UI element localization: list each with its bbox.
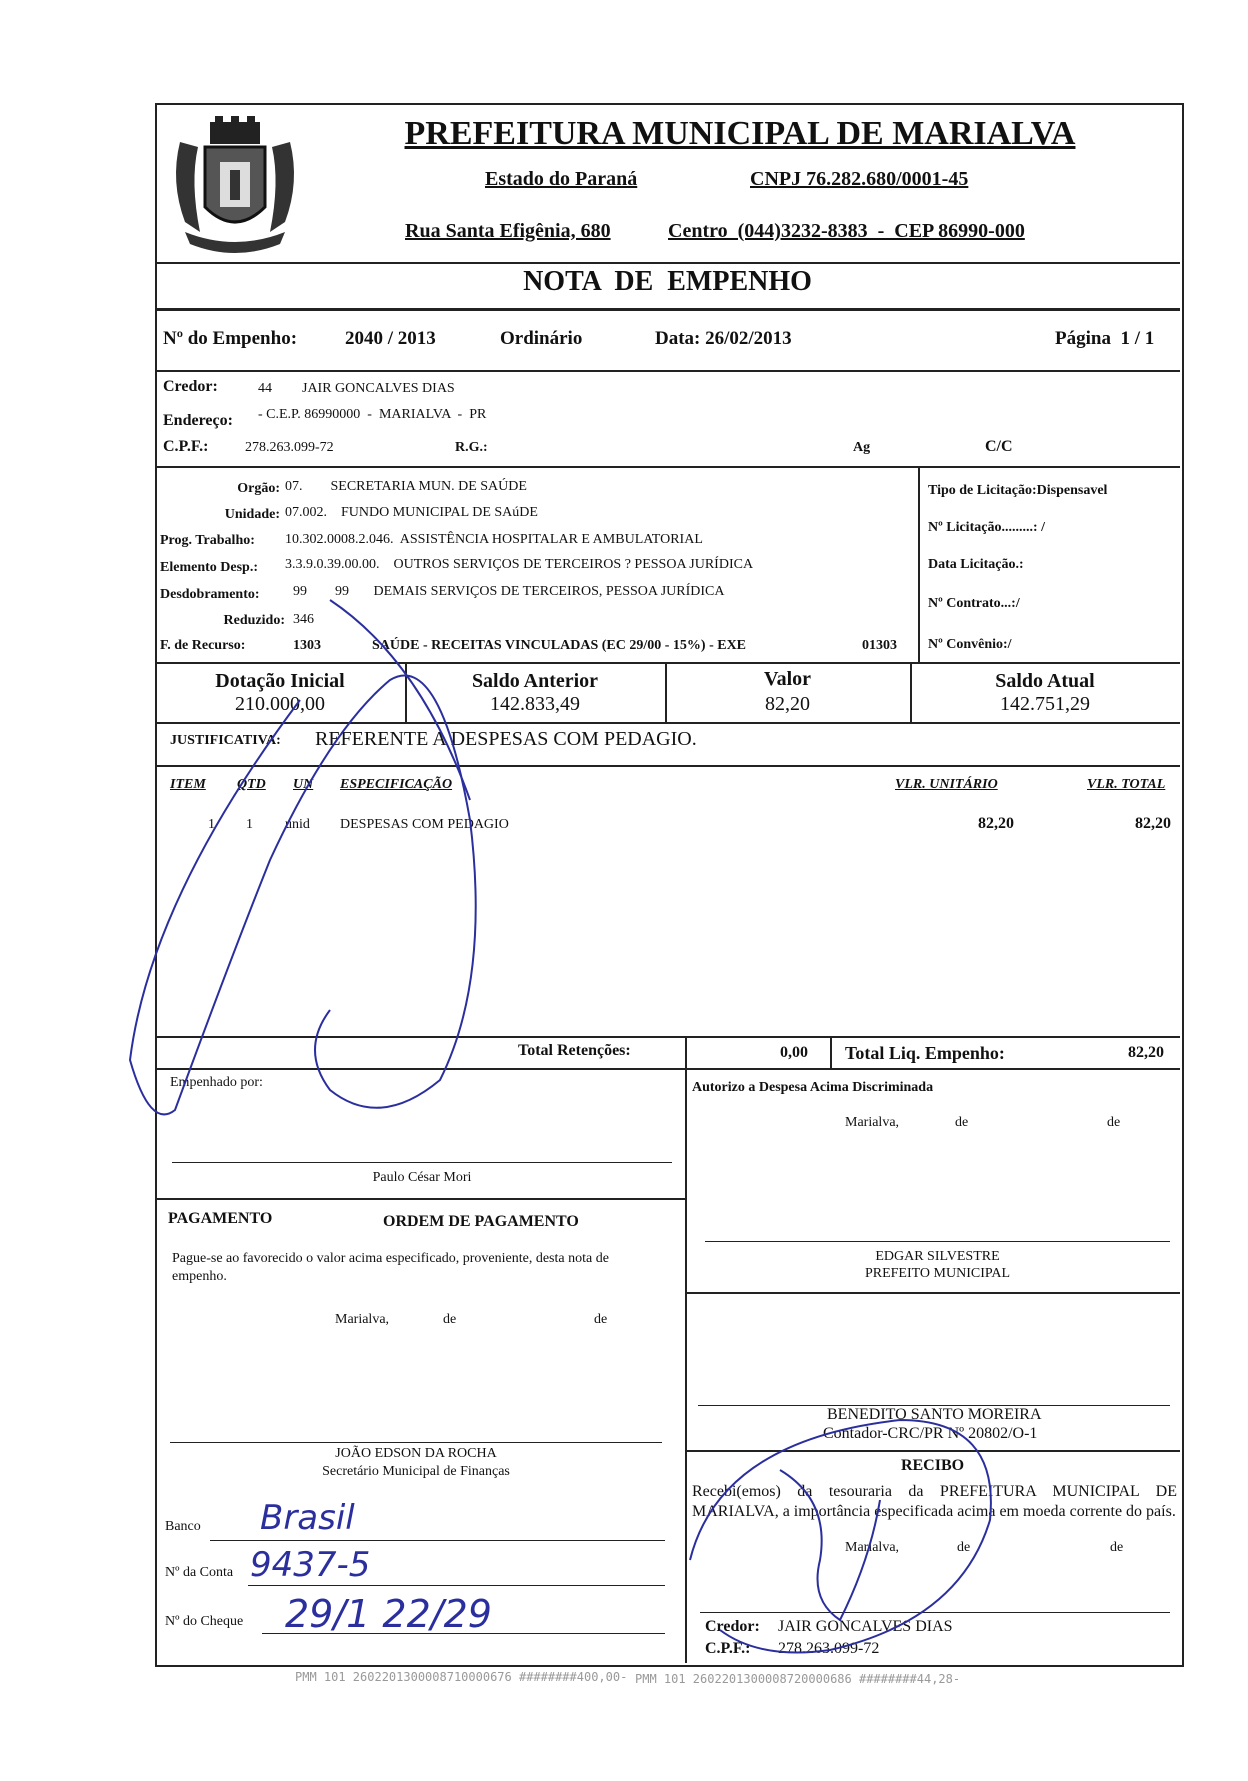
contador-role: Contador-CRC/PR Nº 20802/O-1 [823,1425,1038,1442]
empenhado-name: Paulo César Mori [372,1170,472,1185]
contador-name: BENEDITO SANTO MOREIRA [827,1406,1042,1423]
autorizo-title: Autorizo a Despesa Acima Discriminada [692,1080,934,1095]
justificativa-text: REFERENTE A DESPESAS COM PEDAGIO. [315,728,697,750]
cc-label: C/C [985,438,1013,455]
state-label: Estado do Paraná [485,168,638,190]
credor-name: JAIR GONCALVES DIAS [302,381,455,396]
table-row-item: 1 [208,817,215,832]
empenho-date: Data: 26/02/2013 [655,328,792,349]
elemento-label: Elemento Desp.: [160,560,258,575]
total-retencoes-label: Total Retenções: [518,1042,631,1059]
banco-label: Banco [165,1519,201,1534]
empenho-label: Nº do Empenho: [163,328,298,349]
recurso-code: 01303 [862,638,897,653]
recurso-description: SAÚDE - RECEITAS VINCULADAS (EC 29/00 - 15%) - EXE [372,638,747,653]
footer-mark-2: PMM 101 2602201300008720000686 ########44,28- [635,1672,961,1686]
page-title: PREFEITURA MUNICIPAL DE MARIALVA [404,115,1076,152]
recibo-title: RECIBO [900,1457,965,1474]
elemento-value: 3.3.9.0.39.00.00. OUTROS SERVIÇOS DE TERCEIROS ? PESSOA JURÍDICA [285,557,754,572]
recibo-cpf-value: 278.263.099-72 [778,1640,880,1657]
orgao-label: Orgão: [237,481,280,496]
autorizo-de-2: de [1107,1115,1121,1130]
endereco-label: Endereço: [163,412,233,429]
secretario-role: Secretário Municipal de Finanças [322,1464,510,1479]
tipo-licitacao: Tipo de Licitação:Dispensavel [928,483,1108,498]
coat-of-arms-emblem [160,112,310,262]
recibo-de-1: de [957,1540,971,1555]
pagamento-de-2: de [594,1312,608,1327]
saldo-anterior-value: 142.833,49 [490,693,580,715]
recibo-de-2: de [1110,1540,1124,1555]
address-label: Rua Santa Efigênia, 680 [405,220,611,242]
banco-handwritten: Brasil [260,1498,355,1538]
autorizo-place: Marialva, [845,1115,900,1130]
document-title: NOTA DE EMPENHO [523,266,812,297]
valor-value: 82,20 [765,693,810,715]
dotacao-inicial-label: Dotação Inicial [215,670,345,692]
pagamento-de-1: de [443,1312,457,1327]
valor-label: Valor [763,668,812,690]
col-header-vlr-total: VLR. TOTAL [1087,777,1166,792]
rg-label: R.G.: [455,440,488,455]
contact-label: Centro (044)3232-8383 - CEP 86990-000 [668,220,1025,242]
empenhado-label: Empenhado por: [170,1075,263,1090]
unidade-label: Unidade: [224,507,280,522]
dotacao-inicial-value: 210.000,00 [235,693,325,715]
prefeito-name: EDGAR SILVESTRE [875,1249,1000,1264]
total-retencoes-value: 0,00 [780,1044,808,1061]
cnpj-label: CNPJ 76.282.680/0001-45 [750,168,969,190]
secretario-name: JOÃO EDSON DA ROCHA [335,1446,497,1461]
table-row-un: unid [285,817,310,832]
table-row-vlr-unitario: 82,20 [978,815,1014,832]
page-number: Página 1 / 1 [1055,328,1155,349]
footer-mark-1: PMM 101 2602201300008710000676 ########400,00- [295,1670,628,1684]
desdobramento-value: 99 99 DEMAIS SERVIÇOS DE TERCEIROS, PESSOA JURÍDICA [293,584,725,599]
pagamento-place: Marialva, [335,1312,390,1327]
conta-label: Nº da Conta [165,1565,234,1580]
prog-label: Prog. Trabalho: [160,533,255,548]
table-row-especificacao: DESPESAS COM PEDAGIO [340,817,509,832]
justificativa-label: JUSTIFICATIVA: [170,733,281,748]
endereco-value: - C.E.P. 86990000 - MARIALVA - PR [258,407,487,422]
recibo-cpf-label: C.P.F.: [705,1640,751,1657]
cheque-handwritten: 29/1 22/29 [285,1592,492,1636]
empenho-type: Ordinário [500,328,583,349]
reduzido-label: Reduzido: [223,613,285,628]
table-row-qtd: 1 [246,817,253,832]
prog-value: 10.302.0008.2.046. ASSISTÊNCIA HOSPITALAR E AMBULATORIAL [285,532,703,547]
recibo-credor-label: Credor: [705,1618,760,1635]
numero-convenio: Nº Convênio:/ [928,637,1012,652]
autorizo-de-1: de [955,1115,969,1130]
col-header-vlr-unitario: VLR. UNITÁRIO [895,777,998,792]
table-row-vlr-total: 82,20 [1135,815,1171,832]
conta-handwritten: 9437-5 [250,1545,371,1585]
total-liquido-value: 82,20 [1128,1044,1164,1061]
recibo-place: Marialva, [845,1540,900,1555]
col-header-un: UN [293,777,314,792]
cheque-label: Nº do Cheque [165,1614,244,1629]
credor-code: 44 [258,381,272,396]
pagamento-text: Pague-se ao favorecido o valor acima especificado, proveniente, desta nota de empenho. [172,1251,609,1284]
cpf-value: 278.263.099-72 [245,440,334,455]
cpf-label: C.P.F.: [163,438,209,455]
prefeito-role: PREFEITO MUNICIPAL [864,1266,1011,1281]
pagamento-label: PAGAMENTO [168,1210,273,1227]
empenho-number: 2040 / 2013 [345,328,436,349]
recurso-value: 1303 [293,638,321,653]
saldo-atual-label: Saldo Atual [995,670,1095,692]
orgao-value: 07. SECRETARIA MUN. DE SAÚDE [285,479,527,494]
recibo-credor-value: JAIR GONCALVES DIAS [778,1618,953,1635]
data-licitacao: Data Licitação.: [928,557,1024,572]
ordem-pagamento-label: ORDEM DE PAGAMENTO [383,1213,579,1230]
total-liquido-label: Total Liq. Empenho: [845,1043,1005,1063]
numero-contrato: Nº Contrato...:/ [928,596,1020,611]
unidade-value: 07.002. FUNDO MUNICIPAL DE SAúDE [285,505,538,520]
col-header-item: ITEM [170,777,206,792]
credor-label: Credor: [163,378,218,395]
ag-label: Ag [853,440,871,455]
col-header-qtd: QTD [237,777,266,792]
recurso-label: F. de Recurso: [160,638,246,653]
col-header-especificacao: ESPECIFICAÇÃO [340,777,453,792]
numero-licitacao: Nº Licitação.........: / [928,520,1045,535]
desdobramento-label: Desdobramento: [160,587,260,602]
reduzido-value: 346 [293,612,314,627]
saldo-anterior-label: Saldo Anterior [471,670,599,692]
saldo-atual-value: 142.751,29 [1000,693,1090,715]
recibo-text: Recebi(emos) da tesouraria da PREFEITURA MUNICIPAL DE MARIALVA, a importância especificada acima em moeda corrente do país. [692,1483,1177,1520]
